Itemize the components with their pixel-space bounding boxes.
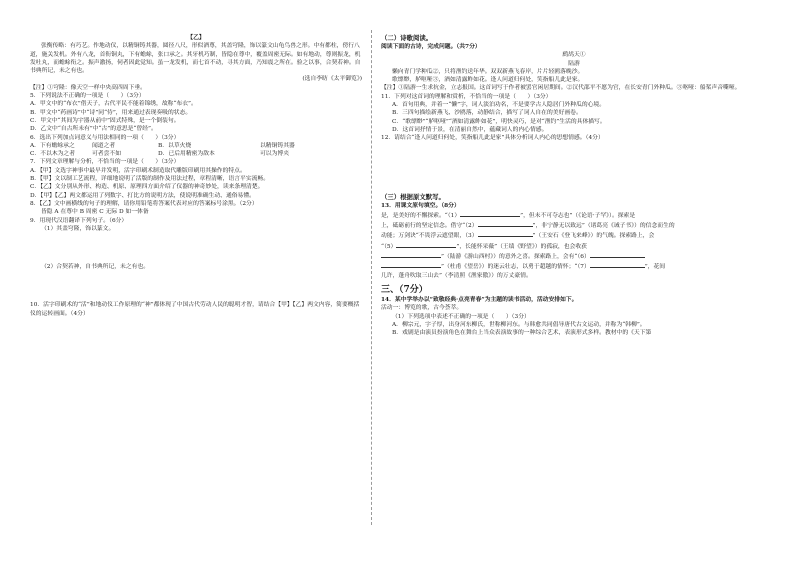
question-13: 13．用课文原句填空。（8分）	[381, 202, 460, 209]
q11-option-b: B．三四句描绘新燕飞、沙鸥落，动静结合，描写了词人自在的美好画卷。	[392, 110, 582, 117]
q6-option-d2: 可以为博夹	[260, 151, 289, 158]
q14-part-1: （1）下列选项中表述不正确的一项是（ ）（3分）	[392, 313, 530, 320]
right-column	[381, 34, 767, 337]
q6-option-a: A．下有蟾蜍承之	[30, 142, 75, 149]
q13-line-6: ”（杜甫《望岳》）的迷云壮志，以勇于超越的情怀；“（7） ”，花间	[381, 261, 767, 271]
blank-5[interactable]	[381, 251, 441, 258]
column-divider	[371, 30, 373, 525]
q13-line-4: “（5） ”，长能怀采薇”（王绩《野望》）的孤寂，也会收获	[381, 241, 767, 251]
question-12: 12．请结合“逢人问道归何处，笑指船儿此是家”具体分析词人内心的思想情感。（4分）	[381, 135, 604, 142]
section-2-intro: 阅读下面的古诗，完成问题。（共7分）	[381, 44, 481, 50]
question-7: 7．下列文章理解与分析，不恰当的一项是（ ）（3分）	[30, 159, 180, 166]
q7-option-a: A．【甲】文选字神事中最早并发明，活字印刷术制造取代雕版印刷用其操作的特点。	[30, 167, 246, 174]
q7-option-b: B．【甲】文以制工艺流程，详细地说明了活版的制作及用法过程，章程清晰，语言平实流畅。	[30, 176, 270, 183]
q13-line-7: 几许，蓬舟吹取三山去”（李清照《渔家傲》）的万丈豪情。	[381, 272, 532, 279]
q5-option-d: D．乙文中“自古所未有”中“古”的意思是“曾经”。	[30, 126, 157, 133]
q11-option-d: D．这首词抒情于景，在清丽自然中，蕴藏词人的内心情感。	[392, 126, 548, 133]
section-3-title: （三）根据原文默写。	[381, 192, 445, 201]
poem-line-1: 懒向青门学种瓜②，只将渔钓送年华。双双新燕飞春岸，片片轻鸥落晚沙。	[392, 68, 584, 75]
activity-1: 活动一：博览的歌，古今荟萃。	[381, 305, 463, 312]
q5-option-a: A．甲文中的“布衣”借天子，古代平民不能着锦绣，故称“布衣”。	[30, 101, 197, 108]
blank-6b[interactable]	[381, 261, 441, 268]
left-column	[30, 34, 362, 318]
blank-4[interactable]	[396, 241, 456, 248]
blank-7[interactable]	[590, 261, 645, 268]
question-9: 9．用现代汉语翻译下列句子。（6分）	[30, 217, 128, 224]
part-three-title: 三、（7分）	[381, 284, 428, 295]
q6-option-c: C．不以木为之者	[30, 151, 76, 158]
q12-answer-space[interactable]	[381, 143, 767, 193]
poem-title: 鹧鸪天①	[562, 52, 586, 59]
passage-note: 【注】①穹隆：像天空一样中央高四周下垂。	[30, 84, 146, 91]
blank-3[interactable]	[478, 230, 533, 237]
blank-1[interactable]	[460, 210, 520, 217]
classical-passage: 张衡传略：有巧艺。作地动仪，以精铜铸其器，圆径八尺，形似酒尊，其盖穹隆，饰以篆文山龟鸟兽之形。中有都柱，傍行八道，施关发机。外有八龙，首衔铜丸，下有蟾蜍，张口承之。其牙机巧制，皆隐在尊中，覆盖周密无际。如有地动，尊则振龙，机发吐丸，而蟾蜍衔之。振声激扬，伺者因此觉知。虽一龙发机，而七首不动，寻其方面，乃知震之所在。验之以事，合契若神。自书典所记，未之有也。	[30, 43, 361, 75]
question-5: 5．下列说法不正确的一项是（ ）（3分）	[30, 93, 145, 100]
q11-option-a: A．首句用典，并着一“懒”字，词人淡泊功名，不是要学古人隐居门外种瓜的心境。	[392, 102, 606, 109]
q9-part-1: （1）其盖穹隆，饰以篆文。	[41, 225, 115, 232]
q13-line-2: 上，砥砺前行的坚定信念。借守“（2） ”，非宁静无以致远”（诸葛亮《诫子书》）的信念而生的	[381, 220, 767, 230]
q6-option-b2: 以精铜铸其器	[260, 142, 295, 149]
question-10: 10．活字印刷术的“活”和地动仪工作原理的“神”都体现了中国古代劳动人民的聪明才智，请结合【甲】【乙】两文内容，简要概括仪的运转画面。（4分）	[30, 302, 360, 317]
poem-note: 【注】①陆游一生求抗金，立志报国。这首词写于作者被罢官闲居期间。②汉代邵平不愿为官，在长安青门外种瓜。③呕哑：船桨声音嘶哑。	[381, 85, 741, 92]
q6-option-d: D．已后用精密为敌本	[158, 151, 215, 158]
q9-answer-space-2[interactable]	[30, 271, 362, 301]
q13-line-3: 动能；万剑诀“不畏浮云遮望眼，（3） ”（王安石《登飞来峰》）的气魄。探索路上，会	[381, 230, 767, 240]
poem-author: 陆游	[568, 60, 580, 67]
passage-label: 【乙】	[187, 35, 205, 41]
q6-options-row-1	[30, 142, 362, 150]
q13-line-5: ”（陆游《游山西村》）的意外之喜。探索路上，会有“（6）	[381, 251, 767, 261]
question-8: 8．【乙】文中画横线的句子的理解，请你用铅笔将答案代表对应的答案标号涂黑。（2分）	[30, 200, 258, 207]
q9-answer-space-1[interactable]	[30, 233, 362, 263]
question-14: 14．某中学举办以“致敬经典·点亮青春”为主题的读书活动，活动安排如下。	[381, 296, 578, 303]
question-6: 6．选出下列加点词意义与用法相同的一项（ ）（3分）	[30, 134, 180, 141]
q6-options-row-2	[30, 150, 362, 158]
q14-option-b: B．戏剧是由演员扮演角色在舞台上当众表演故事的一种综合艺术，表演形式多样。教材中的《天下第	[392, 330, 652, 337]
passage-source: (选自李昉《太平御览》)	[302, 76, 362, 83]
blank-2[interactable]	[478, 220, 533, 227]
q8-sentence: 皆隐 A 在尊中 B 周密 C 无际 D 如一体备	[41, 209, 149, 216]
q5-option-c: C．甲文中“其间为宇器从前中”固式特殊，是一个倒装句。	[30, 117, 180, 124]
q6-option-a2: 闻道之者	[92, 142, 116, 149]
blank-6[interactable]	[590, 251, 645, 258]
question-11: 11．下列对这首词的理解和赏析，不恰当的一项是（ ）（3分）	[381, 93, 552, 100]
poem-line-2: 歌缥缈，舻呕哑③，酒如清露鲊如花。逢人问道归何处，笑指船儿此是家。	[392, 77, 584, 84]
q13-line-1: 是，是美好的不懈探索。“（1） ”，但未不可夺志也”（《论语·子罕》）。探索是	[381, 210, 767, 220]
q6-option-b: B．以草火烧	[158, 142, 192, 149]
section-2-title: （二）诗歌阅读。	[381, 34, 433, 42]
q7-option-d: D．【甲】【乙】两文都运用了列数字、打比方的说明方法，使说明准确生动、通俗易懂。	[30, 192, 255, 199]
q9-part-2: （2）合契若神，自书典所记，未之有也。	[41, 264, 150, 271]
q6-option-c2: 可者尝不如	[92, 151, 121, 158]
q11-option-c: C．“歌缥缈”“舻呕哑”“酒如清露鲊如花”，明快灵巧，是对“渔钓”生活的具体描写。	[392, 118, 606, 125]
q14-option-a: A．柳宗元，字子厚，出身河东柳氏，世称柳河东。与韩愈共同倡导唐代古文运动，并称为“韩柳”。	[392, 321, 646, 328]
q5-option-b: B．甲文中“药画诗”中“诗”同“侍”，用来通过表现奏吸的状态。	[30, 109, 192, 116]
q7-option-c: C．【乙】文分别从外形、构造、机原、原理四方面介绍了仪器的神奇妙处，读来条理清楚。	[30, 184, 264, 191]
